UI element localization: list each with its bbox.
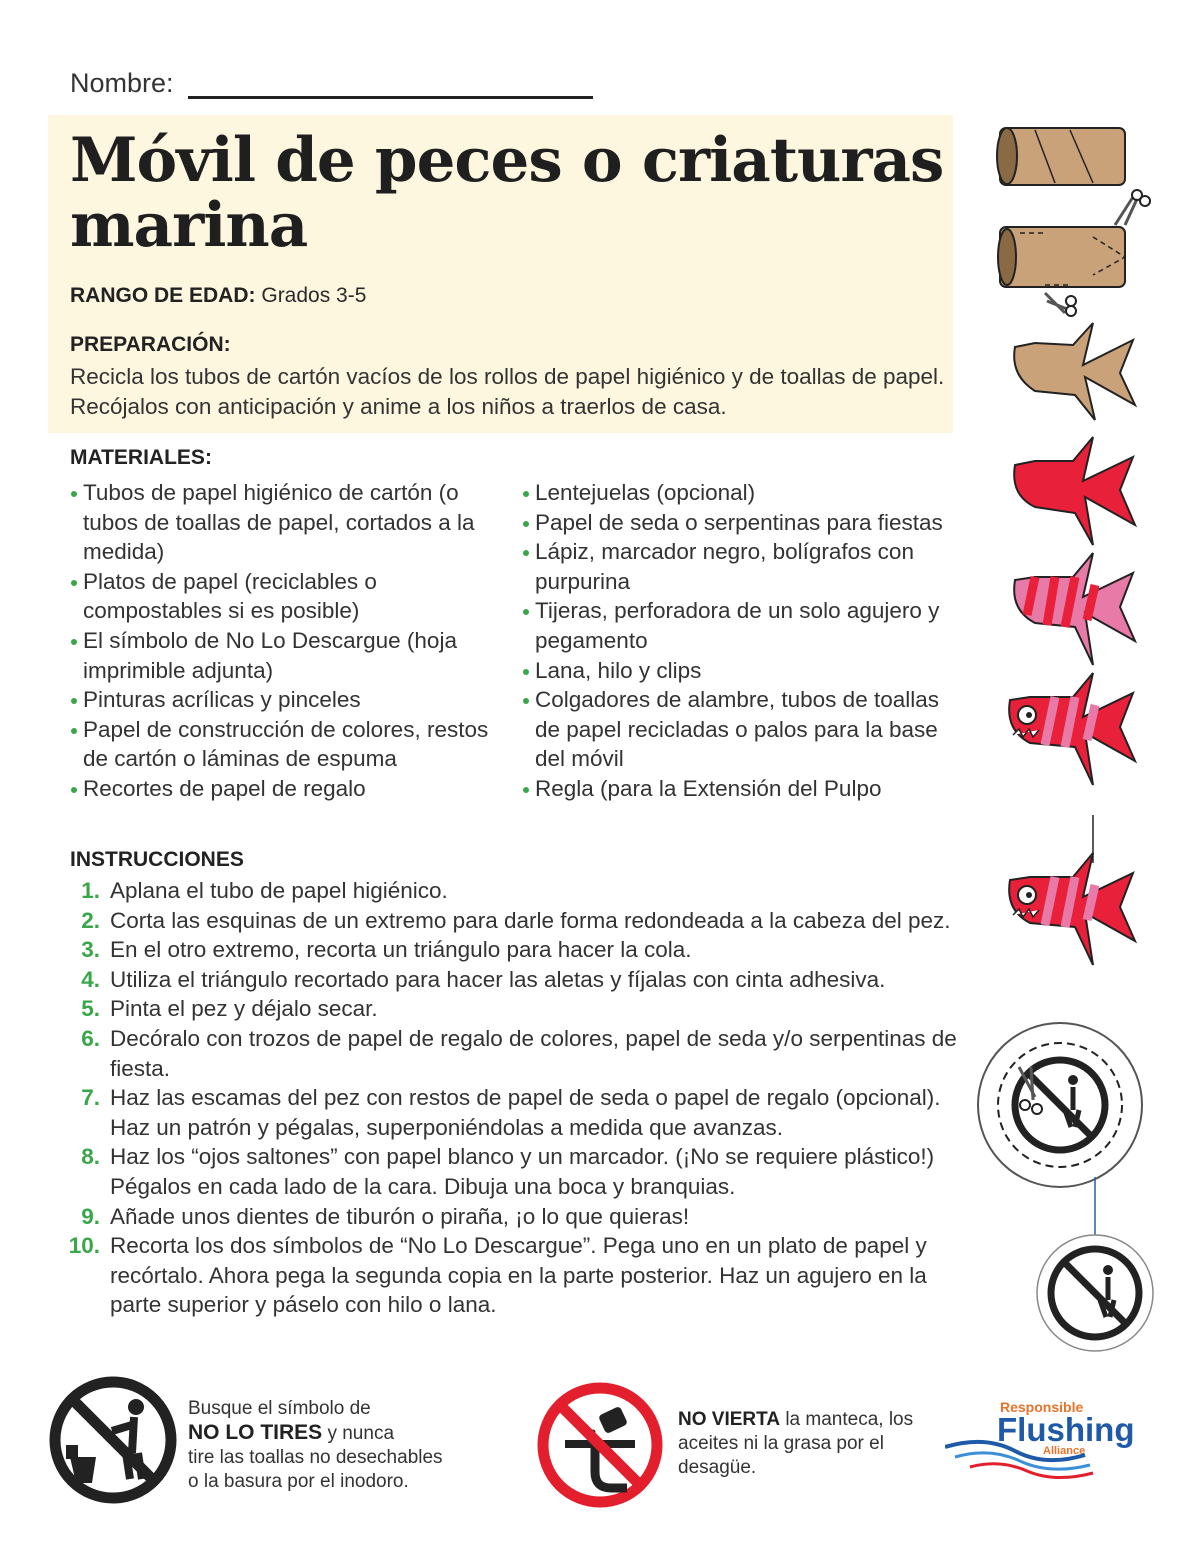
- no-flush-line1: Busque el símbolo de: [188, 1398, 371, 1419]
- list-item: Papel de seda o serpentinas para fiestas: [522, 508, 962, 538]
- list-item: Platos de papel (reciclables o compostables si es posible): [70, 567, 500, 626]
- fish-icon: [1014, 553, 1135, 665]
- bullet-icon: [71, 491, 77, 497]
- list-item: Colgadores de alambre, tubos de toallas de papel recicladas o palos para la base del móvil: [522, 685, 962, 774]
- list-item: Lápiz, marcador negro, bolígrafos con purpurina: [522, 537, 962, 596]
- fish-icon: [1014, 323, 1135, 420]
- logo-main-text: Flushing: [997, 1411, 1135, 1448]
- instructions-list: [70, 876, 960, 1320]
- age-range: [70, 284, 366, 308]
- no-pour-message: [678, 1408, 948, 1480]
- instruction-step: 7. Haz las escamas del pez con restos de papel de seda o papel de regalo (opcional). Haz un patrón y pégalas, superponiéndolas a medida que avanzas.: [81, 1085, 941, 1140]
- instruction-step: 2. Corta las esquinas de un extremo para darle forma redondeada a la cabeza del pez.: [81, 907, 951, 933]
- instruction-step: 6. Decóralo con trozos de papel de regalo de colores, papel de seda y/o serpentinas de fiesta.: [81, 1025, 957, 1081]
- bullet-icon: [71, 728, 77, 734]
- no-flush-symbol-icon: [1015, 1060, 1105, 1150]
- instruction-step: 3. En el otro extremo, recorta un triángulo para hacer la cola.: [81, 937, 692, 963]
- toilet-paper-tube-icon: [998, 227, 1125, 287]
- fish-steps-illustration: [975, 115, 1175, 1385]
- instruction-step: 8. Haz los “ojos saltones” con papel blanco y un marcador. (¡No se requiere plástico!) Pégalos en cada lado de la cara. Dibuja una boca y branquias.: [81, 1144, 935, 1199]
- materials-heading: MATERIALES:: [70, 446, 212, 469]
- fish-icon: [1009, 673, 1135, 785]
- toilet-paper-tube-icon: [997, 128, 1125, 185]
- no-pour-rest: la manteca, los aceites ni la grasa por el desagüe.: [678, 1409, 914, 1478]
- scissors-icon: [1045, 293, 1076, 316]
- no-flush-symbol-icon: [1037, 1235, 1153, 1351]
- preparation-heading: PREPARACIÓN:: [70, 333, 231, 356]
- bullet-icon: [71, 639, 77, 645]
- bullet-icon: [71, 787, 77, 793]
- bullet-icon: [523, 698, 529, 704]
- fish-icon: [1009, 815, 1135, 965]
- bullet-icon: [523, 550, 529, 556]
- instructions-heading: INSTRUCCIONES: [70, 848, 244, 871]
- list-item: Lentejuelas (opcional): [522, 478, 962, 508]
- list-item: Tijeras, perforadora de un solo agujero y pegamento: [522, 596, 962, 655]
- name-label: Nombre:: [70, 68, 174, 98]
- wave-icon: [945, 1433, 1095, 1493]
- bullet-icon: [523, 521, 529, 527]
- logo-top-text: Responsible: [1000, 1399, 1084, 1415]
- bullet-icon: [71, 698, 77, 704]
- no-flush-message: [188, 1397, 488, 1494]
- responsible-flushing-alliance-logo: [945, 1395, 1195, 1495]
- scissors-icon: [1115, 190, 1150, 225]
- list-item: Tubos de papel higiénico de cartón (o tubos de toallas de papel, cortados a la medida): [70, 478, 500, 567]
- instruction-step: 5. Pinta el pez y déjalo secar.: [81, 996, 378, 1022]
- instruction-step: 1. Aplana el tubo de papel higiénico.: [81, 878, 448, 903]
- name-underline[interactable]: [188, 70, 593, 99]
- name-field[interactable]: [70, 68, 593, 99]
- bullet-icon: [523, 669, 529, 675]
- bullet-icon: [71, 580, 77, 586]
- no-flush-after: y nunca: [322, 1423, 395, 1444]
- no-flush-line4: o la basura por el inodoro.: [188, 1471, 409, 1492]
- materials-list-left: [70, 478, 500, 804]
- age-range-value: Grados 3-5: [261, 284, 367, 307]
- bullet-icon: [523, 491, 529, 497]
- list-item: Regla (para la Extensión del Pulpo: [522, 774, 962, 804]
- no-flush-emphasis: NO LO TIRES: [188, 1421, 323, 1444]
- fish-icon: [1014, 437, 1135, 545]
- list-item: Recortes de papel de regalo: [70, 774, 500, 804]
- list-item: Lana, hilo y clips: [522, 656, 962, 686]
- instruction-step: 4. Utiliza el triángulo recortado para hacer las aletas y fíjalas con cinta adhesiva.: [81, 966, 886, 992]
- logo-sub-text: Alliance: [1043, 1445, 1086, 1457]
- page-title: Móvil de peces o criaturas marina: [70, 125, 944, 261]
- no-flush-line3: tire las toallas no desechables: [188, 1447, 443, 1468]
- no-pour-emphasis: NO VIERTA: [678, 1409, 781, 1430]
- age-range-label: RANGO DE EDAD:: [70, 284, 256, 307]
- list-item: El símbolo de No Lo Descargue (hoja imprimible adjunta): [70, 626, 500, 685]
- bullet-icon: [523, 609, 529, 615]
- no-flush-symbol-icon: [48, 1375, 178, 1505]
- bullet-icon: [523, 787, 529, 793]
- instruction-step: 9. Añade unos dientes de tiburón o piraña, ¡o lo que quieras!: [81, 1203, 690, 1229]
- no-grease-symbol-icon: [535, 1380, 665, 1510]
- list-item: Papel de construcción de colores, restos de cartón o láminas de espuma: [70, 715, 500, 774]
- preparation-text: Recicla los tubos de cartón vacíos de los rollos de papel higiénico y de toallas de papel. Recójalos con anticipación y anime a los niños a traerlos de casa.: [70, 364, 945, 419]
- instruction-step: 10. Recorta los dos símbolos de “No Lo Descargue”. Pega uno en un plato de papel y recórtalo. Ahora pega la segunda copia en la parte posterior. Haz un agujero en la parte superior y páselo con hilo o lana.: [68, 1233, 927, 1318]
- materials-list-right: [522, 478, 962, 804]
- list-item: Pinturas acrílicas y pinceles: [70, 685, 500, 715]
